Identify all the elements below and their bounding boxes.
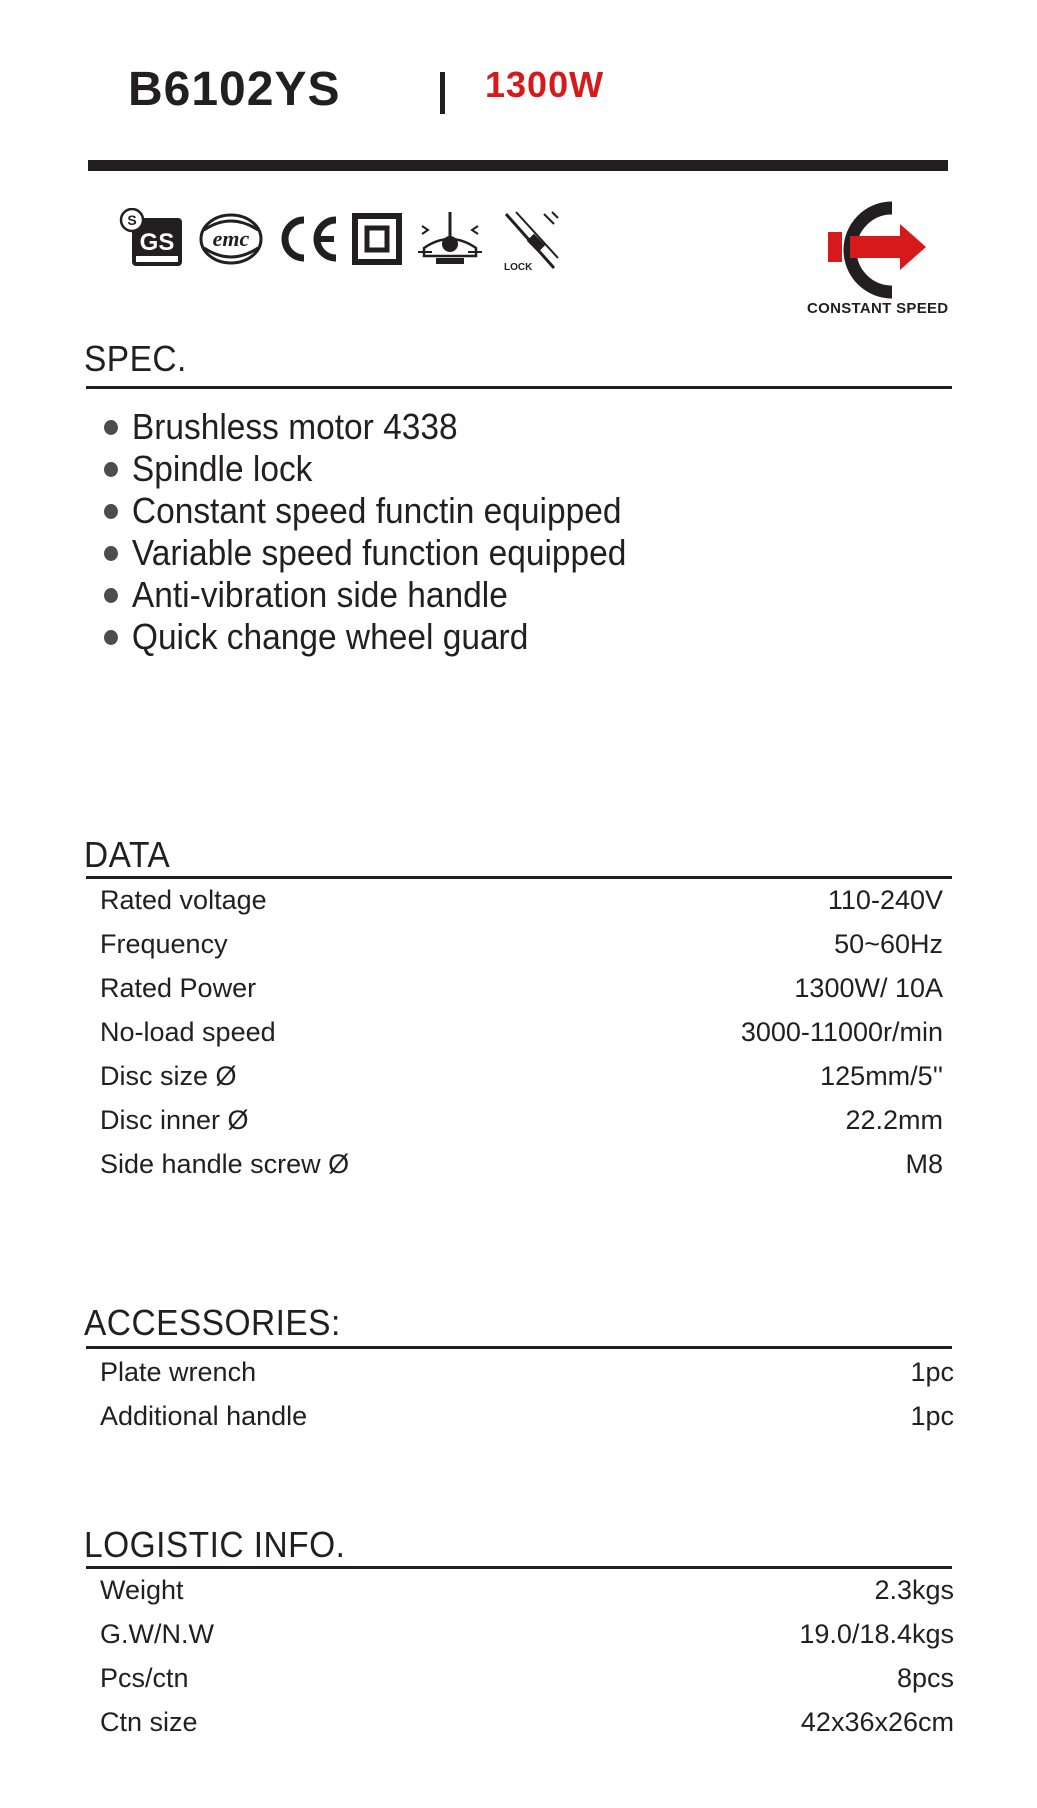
table-row: Frequency 50~60Hz [100,928,943,959]
svg-text:S: S [127,212,137,228]
data-table [100,878,943,1186]
header-separator [440,72,445,114]
spec-title: SPEC. [84,338,187,379]
accessories-title: ACCESSORIES: [84,1302,341,1343]
list-item: Variable speed function equipped [104,532,626,574]
svg-text:LOCK: LOCK [504,262,533,273]
emc-icon [198,208,264,270]
list-item: Spindle lock [104,448,626,490]
list-item: Brushless motor 4338 [104,406,626,448]
bullet-icon [104,546,118,561]
spec-list [104,406,666,658]
table-row: Side handle screw Ø M8 [100,1148,943,1179]
list-item: Anti-vibration side handle [104,574,626,616]
bullet-icon [104,588,118,603]
anti-vibration-icon [414,208,486,270]
constant-speed-label: CONSTANT SPEED [807,300,949,317]
bullet-icon [104,420,118,435]
bullet-icon [104,462,118,477]
list-item: Constant speed functin equipped [104,490,626,532]
table-row: Rated Power 1300W/ 10A [100,972,943,1003]
table-row: Pcs/ctn 8pcs [100,1662,954,1693]
table-row: Ctn size 42x36x26cm [100,1706,954,1737]
logistic-title: LOGISTIC INFO. [84,1524,346,1565]
logistic-table [100,1568,954,1744]
list-item: Quick change wheel guard [104,616,626,658]
gs-mark-icon [118,208,186,270]
bullet-icon [104,630,118,645]
model-number: B6102YS [128,63,341,116]
header-rule [88,160,948,171]
power-rating: 1300W [485,64,605,105]
table-row: Rated voltage 110-240V [100,884,943,915]
table-row: Weight 2.3kgs [100,1574,954,1605]
table-row: G.W/N.W 19.0/18.4kgs [100,1618,954,1649]
table-row: Disc inner Ø 22.2mm [100,1104,943,1135]
ce-mark-icon [276,208,340,270]
spec-rule [86,386,952,389]
data-title: DATA [84,834,171,875]
bullet-icon [104,504,118,519]
table-row: Disc size Ø 125mm/5'' [100,1060,943,1091]
table-row: No-load speed 3000-11000r/min [100,1016,943,1047]
accessories-table [100,1350,954,1438]
table-row: Additional handle 1pc [100,1400,954,1431]
accessories-rule [86,1346,952,1349]
table-row: Plate wrench 1pc [100,1356,954,1387]
svg-text:emc: emc [212,226,250,251]
svg-text:GS: GS [139,229,175,256]
double-insulation-icon [352,208,402,270]
spindle-lock-icon [500,208,560,274]
